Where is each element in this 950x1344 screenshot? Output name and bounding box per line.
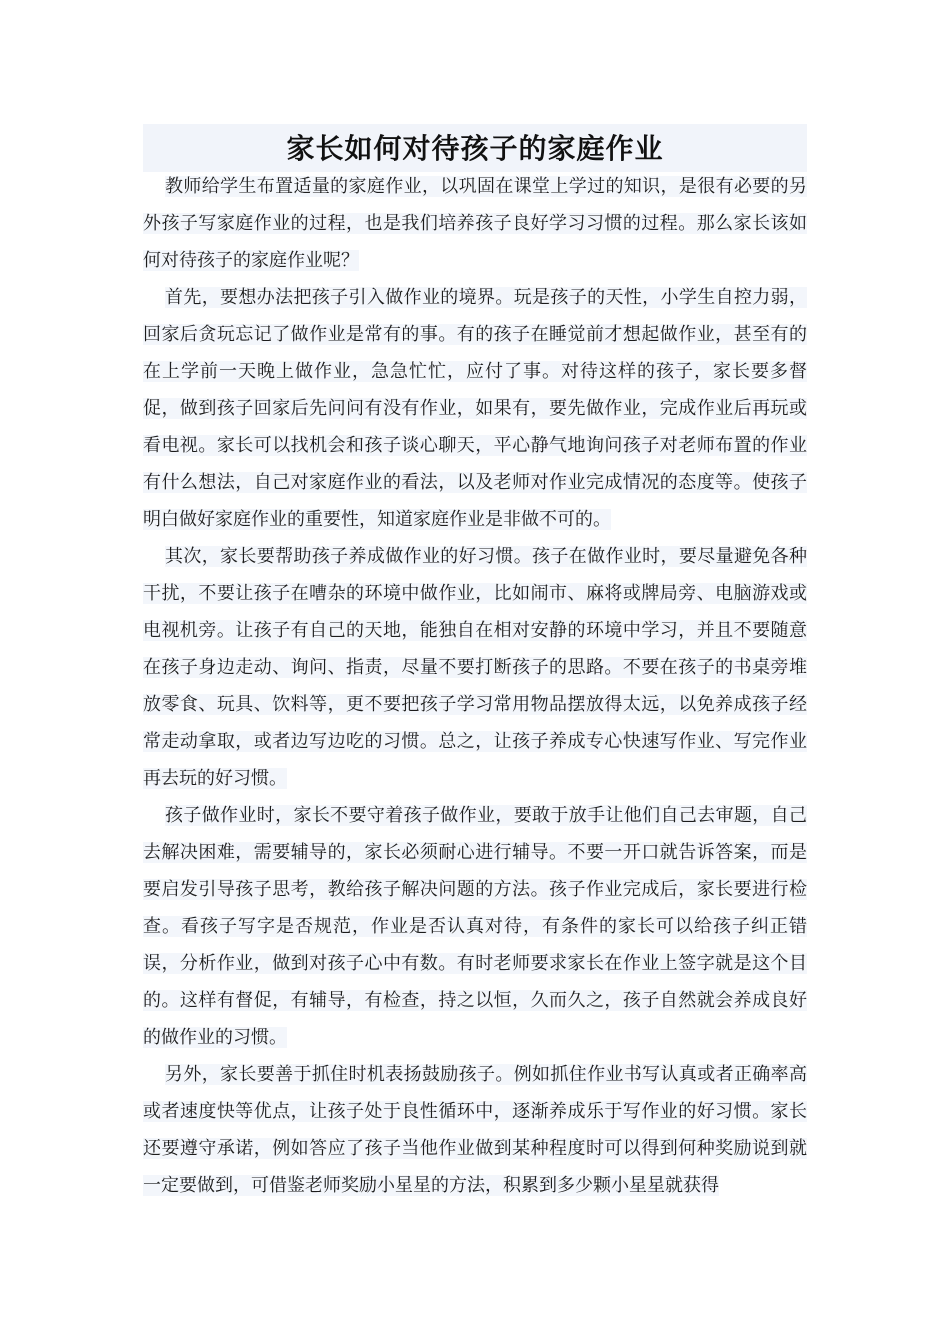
paragraph-second-point-text: 其次，家长要帮助孩子养成做作业的好习惯。孩子在做作业时，要尽量避免各种干扰，不要让孩子在嘈杂的环境中做作业，比如闹市、麻将或牌局旁、电脑游戏或电视机旁。让孩子有自己的天地，能独自在相对安静的环境中学习，并且不要随意在孩子身边走动、询问、指责，尽量不要打断孩子的思路。不要在孩子的书桌旁堆放零食、玩具、饮料等，更不要把孩子学习常用物品摆放得太远，以免养成孩子经常走动拿取，或者边写边吃的习惯。总之，让孩子养成专心快速写作业、写完作业再去玩的好习惯。	[143, 546, 807, 789]
paragraph-first-point	[143, 279, 807, 538]
paragraph-intro-text: 教师给学生布置适量的家庭作业，以巩固在课堂上学过的知识，是很有必要的另外孩子写家庭作业的过程，也是我们培养孩子良好学习习惯的过程。那么家长该如何对待孩子的家庭作业呢？	[143, 176, 807, 271]
document-title: 家长如何对待孩子的家庭作业	[286, 132, 664, 165]
paragraph-fourth-point-text: 另外，家长要善于抓住时机表扬鼓励孩子。例如抓住作业书写认真或者正确率高或者速度快等优点，让孩子处于良性循环中，逐渐养成乐于写作业的好习惯。家长还要遵守承诺，例如答应了孩子当他作业做到某种程度时可以得到何种奖励说到就一定要做到，可借鉴老师奖励小星星的方法，积累到多少颗小星星就获得	[143, 1064, 807, 1196]
paragraph-second-point	[143, 538, 807, 797]
paragraph-third-point	[143, 797, 807, 1056]
document-body	[143, 168, 807, 1204]
paragraph-third-point-text: 孩子做作业时，家长不要守着孩子做作业，要敢于放手让他们自己去审题，自己去解决困难，需要辅导的，家长必须耐心进行辅导。不要一开口就告诉答案，而是要启发引导孩子思考，教给孩子解决问题的方法。孩子作业完成后，家长要进行检查。看孩子写字是否规范，作业是否认真对待，有条件的家长可以给孩子纠正错误，分析作业，做到对孩子心中有数。有时老师要求家长在作业上签字就是这个目的。这样有督促，有辅导，有检查，持之以恒，久而久之，孩子自然就会养成良好的做作业的习惯。	[143, 805, 807, 1048]
paragraph-fourth-point	[143, 1056, 807, 1204]
paragraph-first-point-text: 首先，要想办法把孩子引入做作业的境界。玩是孩子的天性，小学生自控力弱，回家后贪玩忘记了做作业是常有的事。有的孩子在睡觉前才想起做作业，甚至有的在上学前一天晚上做作业，急急忙忙，应付了事。对待这样的孩子，家长要多督促，做到孩子回家后先问问有没有作业，如果有，要先做作业，完成作业后再玩或看电视。家长可以找机会和孩子谈心聊天，平心静气地询问孩子对老师布置的作业有什么想法，自己对家庭作业的看法，以及老师对作业完成情况的态度等。使孩子明白做好家庭作业的重要性，知道家庭作业是非做不可的。	[143, 287, 807, 530]
paragraph-intro	[143, 168, 807, 279]
